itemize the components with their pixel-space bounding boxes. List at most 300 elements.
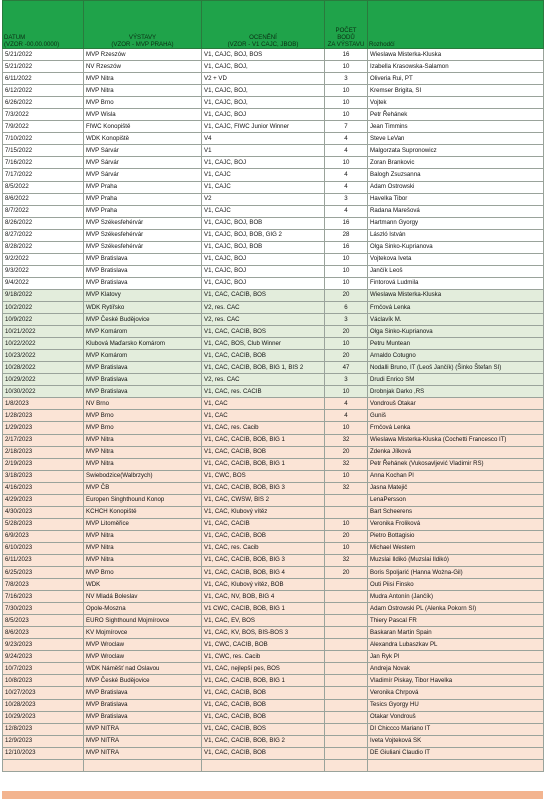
header-points[interactable]: POČET BODŮ ZA VÝSTAVU: [325, 1, 368, 49]
cell-judge[interactable]: Olga Sinko-Kuprianova: [368, 326, 544, 338]
cell-rating[interactable]: V1, CAJC, BOJ: [202, 265, 325, 277]
cell-points[interactable]: [325, 711, 368, 723]
cell-show[interactable]: MVP Praha: [84, 181, 202, 193]
cell-show[interactable]: WDK Náměšť nad Oslavou: [84, 663, 202, 675]
cell-rating[interactable]: V1, CAC, CACIB, BOB, BIG 1: [202, 675, 325, 687]
cell-judge[interactable]: Arnaldo Cotugno: [368, 350, 544, 362]
cell-judge[interactable]: Václavík M.: [368, 314, 544, 326]
cell-date[interactable]: 12/8/2023: [3, 723, 84, 735]
cell-show[interactable]: MVP NITRA: [84, 735, 202, 747]
cell-rating[interactable]: V1, CAC: [202, 398, 325, 410]
cell-points[interactable]: [325, 615, 368, 627]
cell-rating[interactable]: V1, CAJC: [202, 205, 325, 217]
cell-rating[interactable]: V1, CAC, Klubový vítěz, BOB: [202, 579, 325, 591]
cell-date[interactable]: 6/25/2023: [3, 567, 84, 579]
cell-rating[interactable]: [202, 759, 325, 771]
cell-judge[interactable]: Havelka Tibor: [368, 193, 544, 205]
cell-date[interactable]: 8/5/2022: [3, 181, 84, 193]
cell-points[interactable]: 20: [325, 567, 368, 579]
cell-rating[interactable]: V1, CAJC, BOJ: [202, 253, 325, 265]
cell-judge[interactable]: Malgorzata Supronowicz: [368, 145, 544, 157]
cell-show[interactable]: MVP Nitra: [84, 458, 202, 470]
cell-show[interactable]: WDK: [84, 579, 202, 591]
cell-date[interactable]: 1/28/2023: [3, 410, 84, 422]
cell-show[interactable]: MVP NITRA: [84, 747, 202, 759]
cell-points[interactable]: 4: [325, 410, 368, 422]
cell-date[interactable]: 6/26/2022: [3, 97, 84, 109]
cell-judge[interactable]: Iveta Vojteková SK: [368, 735, 544, 747]
cell-show[interactable]: FIWC Konopiště: [84, 121, 202, 133]
cell-judge[interactable]: Drudi Enrico SM: [368, 374, 544, 386]
cell-judge[interactable]: Petru Muntean: [368, 338, 544, 350]
cell-judge[interactable]: Petr Řehánek (Vukosavljević Vladimir RS): [368, 458, 544, 470]
cell-points[interactable]: 10: [325, 253, 368, 265]
cell-date[interactable]: 8/6/2022: [3, 193, 84, 205]
cell-points[interactable]: 10: [325, 338, 368, 350]
cell-show[interactable]: MVP Klatovy: [84, 289, 202, 301]
cell-points[interactable]: [325, 579, 368, 591]
cell-date[interactable]: 2/18/2023: [3, 446, 84, 458]
cell-date[interactable]: 12/10/2023: [3, 747, 84, 759]
cell-points[interactable]: 4: [325, 169, 368, 181]
cell-rating[interactable]: V1, CAC, res. Cacib: [202, 422, 325, 434]
cell-date[interactable]: 7/17/2022: [3, 169, 84, 181]
cell-date[interactable]: 6/11/2023: [3, 554, 84, 566]
cell-show[interactable]: EURO Sighthound Mojmírovce: [84, 615, 202, 627]
cell-show[interactable]: MVP Bratislava: [84, 386, 202, 398]
cell-rating[interactable]: V1, CAC, CWSW, BIS 2: [202, 494, 325, 506]
cell-judge[interactable]: Andreja Novak: [368, 663, 544, 675]
cell-show[interactable]: MVP Wroclaw: [84, 639, 202, 651]
cell-date[interactable]: 6/10/2023: [3, 542, 84, 554]
cell-rating[interactable]: V1, CAJC, BOJ, BOB, GIG 2: [202, 229, 325, 241]
cell-rating[interactable]: V1, CAJC, FIWC Junior Winner: [202, 121, 325, 133]
cell-rating[interactable]: V1, CAC, CACIB, BOB, BIG 1: [202, 458, 325, 470]
cell-judge[interactable]: Oliveria Rui, PT: [368, 73, 544, 85]
cell-rating[interactable]: V1, CAC: [202, 410, 325, 422]
cell-date[interactable]: 3/18/2023: [3, 470, 84, 482]
cell-date[interactable]: 9/23/2023: [3, 639, 84, 651]
cell-rating[interactable]: V1, CAC, BOS, Club Winner: [202, 338, 325, 350]
cell-points[interactable]: 3: [325, 73, 368, 85]
cell-rating[interactable]: V1, CAJC: [202, 169, 325, 181]
cell-rating[interactable]: V1, CAJC, BOJ, BOB: [202, 217, 325, 229]
cell-points[interactable]: 20: [325, 350, 368, 362]
cell-rating[interactable]: V1, CAC, CACIB, BOS: [202, 326, 325, 338]
cell-rating[interactable]: V1, CAC, Klubový vítěz: [202, 506, 325, 518]
cell-judge[interactable]: [368, 759, 544, 771]
cell-points[interactable]: [325, 603, 368, 615]
cell-date[interactable]: 10/8/2023: [3, 675, 84, 687]
cell-date[interactable]: 10/22/2022: [3, 338, 84, 350]
cell-rating[interactable]: V1, CAC, CACIB, BOB: [202, 687, 325, 699]
cell-rating[interactable]: V2, res. CAC: [202, 301, 325, 313]
cell-rating[interactable]: V1, CAC, CACIB, BOS: [202, 723, 325, 735]
cell-date[interactable]: 10/29/2022: [3, 374, 84, 386]
cell-rating[interactable]: V1, CAC, CACIB, BOB, BIG 1: [202, 434, 325, 446]
cell-rating[interactable]: V1: [202, 145, 325, 157]
cell-rating[interactable]: V1, CAC, CACIB, BOB, BIG 4: [202, 567, 325, 579]
cell-judge[interactable]: Radana Marešová: [368, 205, 544, 217]
cell-points[interactable]: 10: [325, 277, 368, 289]
cell-show[interactable]: Swiebodzice(Walbrzych): [84, 470, 202, 482]
cell-judge[interactable]: Boris Spoljarić (Hanna Wożna-Gil): [368, 567, 544, 579]
cell-judge[interactable]: Adam Ostrowski PL (Alenka Pokorn SI): [368, 603, 544, 615]
cell-judge[interactable]: Muzslai Ildikó (Muzslai Ildikó): [368, 554, 544, 566]
cell-date[interactable]: 4/16/2023: [3, 482, 84, 494]
cell-judge[interactable]: Bart Scheerens: [368, 506, 544, 518]
cell-points[interactable]: 10: [325, 542, 368, 554]
cell-judge[interactable]: Michael Western: [368, 542, 544, 554]
cell-date[interactable]: 7/8/2023: [3, 579, 84, 591]
cell-points[interactable]: [325, 747, 368, 759]
cell-rating[interactable]: V1, CAC, CACIB, BOB: [202, 350, 325, 362]
cell-judge[interactable]: DI Chiccco Mariano IT: [368, 723, 544, 735]
cell-show[interactable]: MVP Bratislava: [84, 699, 202, 711]
cell-rating[interactable]: V1, CAC, CACIB, BOS: [202, 289, 325, 301]
cell-show[interactable]: MVP Bratislava: [84, 253, 202, 265]
cell-date[interactable]: 1/29/2023: [3, 422, 84, 434]
cell-show[interactable]: MVP Sárvár: [84, 169, 202, 181]
cell-rating[interactable]: V2, res. CAC: [202, 374, 325, 386]
cell-rating[interactable]: V1, CAC, CACIB, BOB: [202, 747, 325, 759]
cell-points[interactable]: [325, 651, 368, 663]
cell-judge[interactable]: DE Giuliani Claudio IT: [368, 747, 544, 759]
cell-date[interactable]: 7/3/2022: [3, 109, 84, 121]
cell-date[interactable]: 6/9/2023: [3, 530, 84, 542]
cell-judge[interactable]: Jean Timmins: [368, 121, 544, 133]
cell-date[interactable]: 8/5/2023: [3, 615, 84, 627]
cell-rating[interactable]: V1, CWC, CACIB, BOB: [202, 639, 325, 651]
cell-points[interactable]: 10: [325, 157, 368, 169]
cell-show[interactable]: MVP Sárvár: [84, 157, 202, 169]
cell-show[interactable]: KV Mojmírovce: [84, 627, 202, 639]
cell-judge[interactable]: Thiery Pascal FR: [368, 615, 544, 627]
cell-rating[interactable]: V2, res. CAC: [202, 314, 325, 326]
cell-date[interactable]: 8/7/2022: [3, 205, 84, 217]
cell-date[interactable]: 2/19/2023: [3, 458, 84, 470]
cell-points[interactable]: 10: [325, 265, 368, 277]
header-date[interactable]: DATUM (VZOR -00.00.0000): [3, 1, 84, 49]
cell-points[interactable]: 7: [325, 121, 368, 133]
cell-show[interactable]: NV Rzeszów: [84, 61, 202, 73]
cell-show[interactable]: NV Brno: [84, 398, 202, 410]
cell-date[interactable]: 10/21/2022: [3, 326, 84, 338]
cell-points[interactable]: [325, 591, 368, 603]
cell-judge[interactable]: Zdenka Jílková: [368, 446, 544, 458]
header-rating[interactable]: OCENĚNÍ (VZOR - V1 CAJC, JBOB): [202, 1, 325, 49]
cell-rating[interactable]: V1, CAC, CACIB: [202, 518, 325, 530]
cell-judge[interactable]: Frnčová Lenka: [368, 422, 544, 434]
cell-points[interactable]: 20: [325, 446, 368, 458]
cell-show[interactable]: MVP Székesfehérvár: [84, 241, 202, 253]
cell-date[interactable]: 8/28/2022: [3, 241, 84, 253]
cell-rating[interactable]: V4: [202, 133, 325, 145]
cell-date[interactable]: 6/11/2022: [3, 73, 84, 85]
cell-show[interactable]: MVP Praha: [84, 193, 202, 205]
cell-date[interactable]: 10/9/2022: [3, 314, 84, 326]
cell-date[interactable]: 9/4/2022: [3, 277, 84, 289]
cell-rating[interactable]: V1 CWC, CACIB, BOB, BIG 1: [202, 603, 325, 615]
cell-show[interactable]: KCHCH Konopiště: [84, 506, 202, 518]
cell-judge[interactable]: Wieslawa Misterka-Kluska: [368, 289, 544, 301]
cell-judge[interactable]: Drobnjak Darko ,RS: [368, 386, 544, 398]
cell-points[interactable]: 16: [325, 241, 368, 253]
cell-judge[interactable]: László István: [368, 229, 544, 241]
cell-show[interactable]: MVP Bratislava: [84, 711, 202, 723]
cell-points[interactable]: 20: [325, 289, 368, 301]
cell-rating[interactable]: V1, CAJC: [202, 181, 325, 193]
cell-points[interactable]: 10: [325, 97, 368, 109]
cell-rating[interactable]: V1, CAC, CACIB, BOB: [202, 530, 325, 542]
cell-show[interactable]: MVP Székesfehérvár: [84, 229, 202, 241]
cell-judge[interactable]: Balogh Zsuzsanna: [368, 169, 544, 181]
cell-points[interactable]: 20: [325, 326, 368, 338]
cell-rating[interactable]: V1, CAC, KV, BOS, BIS-BOS 3: [202, 627, 325, 639]
cell-show[interactable]: WDK Rytířsko: [84, 301, 202, 313]
cell-points[interactable]: [325, 699, 368, 711]
cell-points[interactable]: 16: [325, 49, 368, 61]
cell-judge[interactable]: Baskaran Martin Spain: [368, 627, 544, 639]
cell-date[interactable]: 8/26/2022: [3, 217, 84, 229]
cell-rating[interactable]: V1, CAJC, BOJ, BOS: [202, 49, 325, 61]
cell-points[interactable]: 4: [325, 205, 368, 217]
cell-points[interactable]: 47: [325, 362, 368, 374]
cell-judge[interactable]: Vladimír Piskay, Tibor Havelka: [368, 675, 544, 687]
cell-points[interactable]: [325, 687, 368, 699]
cell-show[interactable]: MVP Wroclaw: [84, 651, 202, 663]
cell-show[interactable]: MVP České Budějovice: [84, 314, 202, 326]
cell-judge[interactable]: Wieslawa Misterka-Kluska (Cochetti Francesco IT): [368, 434, 544, 446]
cell-judge[interactable]: Jasna Matejič: [368, 482, 544, 494]
cell-points[interactable]: 3: [325, 193, 368, 205]
cell-points[interactable]: [325, 759, 368, 771]
cell-show[interactable]: Europen Singhthound Konop: [84, 494, 202, 506]
cell-date[interactable]: 10/7/2023: [3, 663, 84, 675]
cell-points[interactable]: 20: [325, 530, 368, 542]
cell-rating[interactable]: V1, CAC, CACIB, BOB, BIG 3: [202, 482, 325, 494]
cell-judge[interactable]: Hartmann Gyorgy: [368, 217, 544, 229]
cell-rating[interactable]: V1, CAJC, BOJ,: [202, 85, 325, 97]
cell-show[interactable]: MVP Nitra: [84, 73, 202, 85]
cell-show[interactable]: MVP ČB: [84, 482, 202, 494]
cell-points[interactable]: 10: [325, 422, 368, 434]
cell-date[interactable]: 10/23/2022: [3, 350, 84, 362]
cell-date[interactable]: 5/21/2022: [3, 61, 84, 73]
cell-show[interactable]: MVP Bratislava: [84, 277, 202, 289]
cell-points[interactable]: 10: [325, 386, 368, 398]
cell-judge[interactable]: Alexandra Lubaszkav PL: [368, 639, 544, 651]
cell-rating[interactable]: V1, CAC, CACIB, BOB, BIG 2: [202, 735, 325, 747]
cell-judge[interactable]: Steve LeVan: [368, 133, 544, 145]
cell-date[interactable]: [3, 759, 84, 771]
cell-judge[interactable]: Frnčová Lenka: [368, 301, 544, 313]
cell-points[interactable]: 10: [325, 61, 368, 73]
cell-show[interactable]: NV Mladá Boleslav: [84, 591, 202, 603]
cell-judge[interactable]: Adam Ostrowski: [368, 181, 544, 193]
cell-date[interactable]: 10/2/2022: [3, 301, 84, 313]
cell-rating[interactable]: V1, CAC, CACIB, BOB, BIG 1, BIS 2: [202, 362, 325, 374]
cell-rating[interactable]: V1, CAC, res. Cacib: [202, 542, 325, 554]
cell-date[interactable]: 5/28/2023: [3, 518, 84, 530]
cell-show[interactable]: MVP Bratislava: [84, 362, 202, 374]
cell-judge[interactable]: Vojtek: [368, 97, 544, 109]
cell-date[interactable]: 7/9/2022: [3, 121, 84, 133]
cell-points[interactable]: 32: [325, 458, 368, 470]
cell-date[interactable]: 2/17/2023: [3, 434, 84, 446]
cell-judge[interactable]: Wieslawa Misterka-Kluska: [368, 49, 544, 61]
cell-rating[interactable]: V1, CAC, CACIB, BOB: [202, 699, 325, 711]
cell-points[interactable]: [325, 723, 368, 735]
cell-points[interactable]: 32: [325, 482, 368, 494]
cell-points[interactable]: 4: [325, 181, 368, 193]
cell-date[interactable]: 7/10/2022: [3, 133, 84, 145]
cell-rating[interactable]: V1, CAJC, BOJ: [202, 277, 325, 289]
cell-date[interactable]: 9/3/2022: [3, 265, 84, 277]
cell-show[interactable]: MVP Brno: [84, 567, 202, 579]
cell-date[interactable]: 10/28/2023: [3, 699, 84, 711]
cell-date[interactable]: 4/29/2023: [3, 494, 84, 506]
cell-show[interactable]: MVP Bratislava: [84, 265, 202, 277]
cell-rating[interactable]: V2 + VD: [202, 73, 325, 85]
cell-judge[interactable]: Otakar Vondrouš: [368, 711, 544, 723]
cell-show[interactable]: MVP Praha: [84, 205, 202, 217]
cell-show[interactable]: MVP Nitra: [84, 85, 202, 97]
cell-judge[interactable]: Tesics Gyorgy HU: [368, 699, 544, 711]
cell-judge[interactable]: Jan Ryk Pl: [368, 651, 544, 663]
cell-points[interactable]: [325, 506, 368, 518]
cell-points[interactable]: 4: [325, 145, 368, 157]
cell-date[interactable]: 10/27/2023: [3, 687, 84, 699]
cell-show[interactable]: MVP Rzeszów: [84, 49, 202, 61]
cell-rating[interactable]: V1, CAJC, BOJ: [202, 109, 325, 121]
cell-show[interactable]: MVP NITRA: [84, 723, 202, 735]
cell-show[interactable]: MVP Sárvár: [84, 145, 202, 157]
cell-show[interactable]: MVP Székesfehérvár: [84, 217, 202, 229]
cell-show[interactable]: [84, 759, 202, 771]
cell-date[interactable]: 9/18/2022: [3, 289, 84, 301]
cell-rating[interactable]: V1, CAJC, BOJ, BOB: [202, 241, 325, 253]
cell-show[interactable]: WDK Konopiště: [84, 133, 202, 145]
cell-points[interactable]: [325, 627, 368, 639]
cell-rating[interactable]: V2: [202, 193, 325, 205]
cell-judge[interactable]: Nodalli Bruno, IT (Leoš Jančík) (Šinko Štefan SI): [368, 362, 544, 374]
cell-show[interactable]: MVP Nitra: [84, 446, 202, 458]
cell-date[interactable]: 12/9/2023: [3, 735, 84, 747]
cell-show[interactable]: MVP Bratislava: [84, 374, 202, 386]
cell-date[interactable]: 9/24/2023: [3, 651, 84, 663]
cell-points[interactable]: [325, 494, 368, 506]
cell-show[interactable]: MVP Nitra: [84, 542, 202, 554]
cell-show[interactable]: MVP Brno: [84, 97, 202, 109]
cell-judge[interactable]: Zoran Brankovic: [368, 157, 544, 169]
cell-date[interactable]: 10/30/2022: [3, 386, 84, 398]
cell-judge[interactable]: Jančík Leoš: [368, 265, 544, 277]
cell-date[interactable]: 7/16/2023: [3, 591, 84, 603]
cell-judge[interactable]: Anna Kochan Pl: [368, 470, 544, 482]
cell-points[interactable]: 10: [325, 109, 368, 121]
cell-date[interactable]: 1/8/2023: [3, 398, 84, 410]
cell-rating[interactable]: V1, CAC, NV, BOB, BIG 4: [202, 591, 325, 603]
cell-points[interactable]: [325, 675, 368, 687]
cell-date[interactable]: 10/29/2023: [3, 711, 84, 723]
cell-rating[interactable]: V1, CAJC, BOJ: [202, 157, 325, 169]
cell-show[interactable]: MVP Bratislava: [84, 687, 202, 699]
cell-points[interactable]: [325, 639, 368, 651]
cell-show[interactable]: MVP Nitra: [84, 530, 202, 542]
cell-date[interactable]: 10/28/2022: [3, 362, 84, 374]
header-judges[interactable]: Rozhodčí: [368, 1, 544, 49]
cell-points[interactable]: 4: [325, 133, 368, 145]
cell-show[interactable]: MVP Nitra: [84, 434, 202, 446]
cell-judge[interactable]: Veronika Chrpová: [368, 687, 544, 699]
cell-show[interactable]: Opole-Moszna: [84, 603, 202, 615]
cell-show[interactable]: MVP Wisla: [84, 109, 202, 121]
cell-judge[interactable]: Olga Sinko-Kuprianova: [368, 241, 544, 253]
cell-points[interactable]: 3: [325, 374, 368, 386]
cell-date[interactable]: 6/12/2022: [3, 85, 84, 97]
cell-points[interactable]: 10: [325, 470, 368, 482]
cell-date[interactable]: 4/30/2023: [3, 506, 84, 518]
cell-show[interactable]: MVP Nitra: [84, 554, 202, 566]
cell-points[interactable]: 32: [325, 434, 368, 446]
cell-show[interactable]: MVP Komárom: [84, 326, 202, 338]
cell-rating[interactable]: V1, CAJC, BOJ,: [202, 61, 325, 73]
cell-show[interactable]: MVP Litoměřice: [84, 518, 202, 530]
cell-points[interactable]: 16: [325, 217, 368, 229]
cell-points[interactable]: [325, 735, 368, 747]
cell-judge[interactable]: Petr Řehánek: [368, 109, 544, 121]
cell-rating[interactable]: V1, CAC, EV, BOS: [202, 615, 325, 627]
cell-date[interactable]: 7/16/2022: [3, 157, 84, 169]
cell-points[interactable]: [325, 663, 368, 675]
cell-rating[interactable]: V1, CWC, BOS: [202, 470, 325, 482]
cell-date[interactable]: 9/2/2022: [3, 253, 84, 265]
cell-show[interactable]: MVP Brno: [84, 422, 202, 434]
cell-points[interactable]: 10: [325, 85, 368, 97]
cell-points[interactable]: 4: [325, 398, 368, 410]
cell-judge[interactable]: Izabella Krasowska-Salamon: [368, 61, 544, 73]
cell-show[interactable]: Klubová Maďarsko Komárom: [84, 338, 202, 350]
cell-judge[interactable]: Veronika Froliková: [368, 518, 544, 530]
cell-date[interactable]: 8/27/2022: [3, 229, 84, 241]
cell-judge[interactable]: Kremser Brigita, SI: [368, 85, 544, 97]
cell-points[interactable]: 28: [325, 229, 368, 241]
header-show[interactable]: VÝSTAVY (VZOR - MVP PRAHA): [84, 1, 202, 49]
cell-rating[interactable]: V1, CAC, CACIB, BOB, BIG 3: [202, 554, 325, 566]
cell-show[interactable]: MVP Komárom: [84, 350, 202, 362]
cell-points[interactable]: 32: [325, 554, 368, 566]
cell-show[interactable]: MVP České Budějovice: [84, 675, 202, 687]
cell-show[interactable]: MVP Brno: [84, 410, 202, 422]
cell-points[interactable]: 3: [325, 314, 368, 326]
cell-judge[interactable]: Mudra Antonín (Jančík): [368, 591, 544, 603]
cell-rating[interactable]: V1, CAC, CACIB, BOB: [202, 446, 325, 458]
cell-judge[interactable]: Vojtekova Iveta: [368, 253, 544, 265]
cell-judge[interactable]: Pietro Bottagisio: [368, 530, 544, 542]
cell-rating[interactable]: V1, CAC, res. CACIB: [202, 386, 325, 398]
cell-judge[interactable]: Guniš: [368, 410, 544, 422]
cell-points[interactable]: 6: [325, 301, 368, 313]
cell-date[interactable]: 5/21/2022: [3, 49, 84, 61]
cell-rating[interactable]: V1, CAC, nejlepší pes, BOS: [202, 663, 325, 675]
cell-date[interactable]: 7/30/2023: [3, 603, 84, 615]
cell-judge[interactable]: Outi Piisi Finsko: [368, 579, 544, 591]
cell-date[interactable]: 8/6/2023: [3, 627, 84, 639]
cell-date[interactable]: 7/15/2022: [3, 145, 84, 157]
cell-judge[interactable]: LenaPersson: [368, 494, 544, 506]
cell-rating[interactable]: V1, CAJC, BOJ,: [202, 97, 325, 109]
